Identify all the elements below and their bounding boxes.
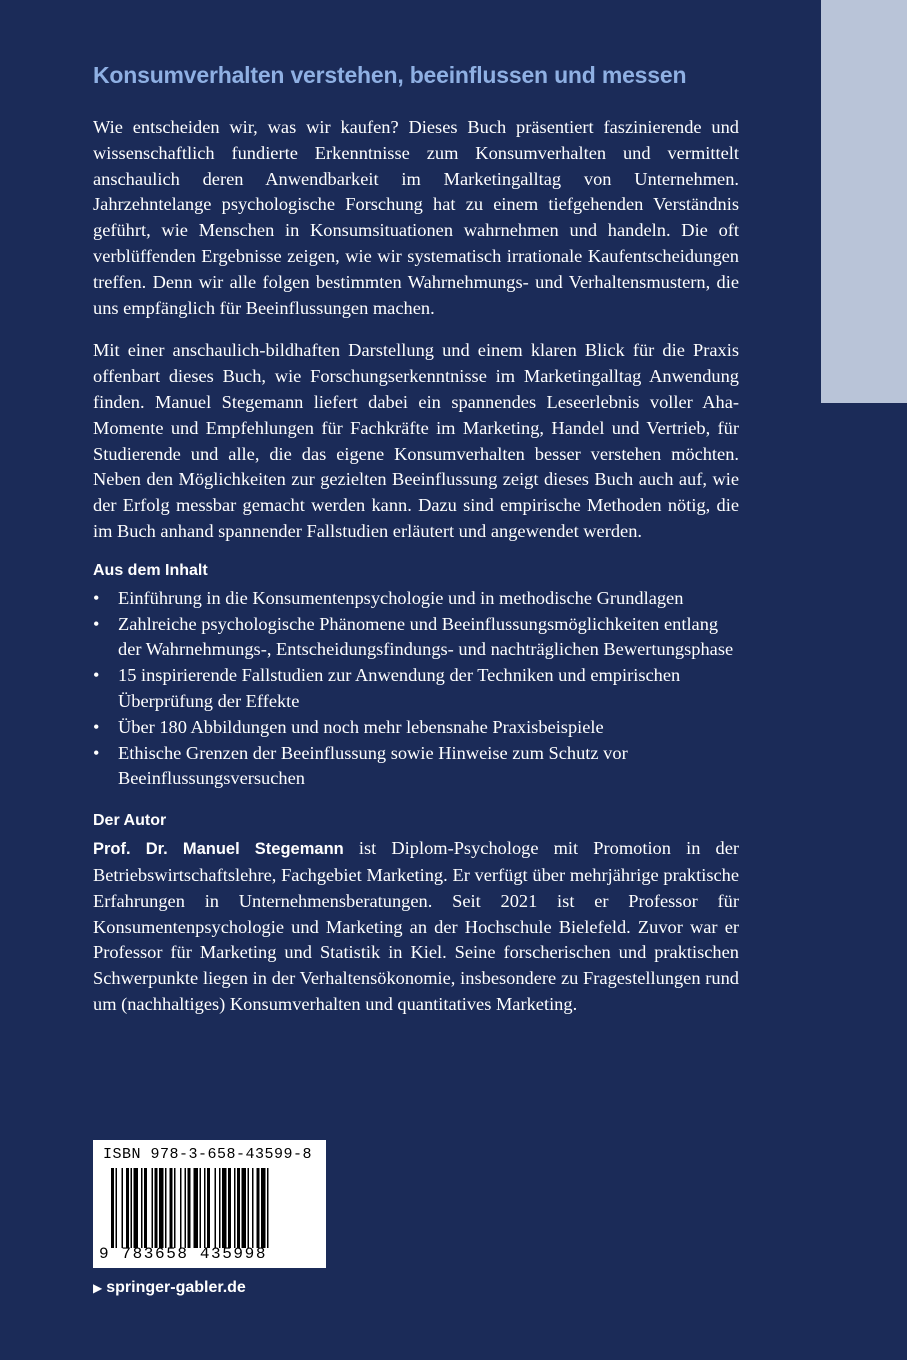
barcode-bar xyxy=(122,1168,124,1248)
bullet-icon: • xyxy=(93,665,100,686)
blurb-paragraph-1: Wie entscheiden wir, was wir kaufen? Dieses Buch präsentiert faszinierende und wissenschaftlich fundierte Erkenntnisse zum Konsumverhalten und vermittelt anschaulich deren Anwendbarkeit im Marketingalltag von Unternehmen. Jahrzehntelange psychologische Forschung hat zu einem tiefgehenden Verständnis geführt, wie Menschen in Konsumsituationen wahrnehmen und handeln. Die oft verblüffenden Ergebnisse zeigen, wie wir systematisch irrationale Kaufentscheidungen treffen. Denn wir alle folgen bestimmten Wahrnehmungs- und Verhaltensmustern, die uns empfänglich für Beeinflussungen machen. xyxy=(93,117,739,318)
barcode-bar xyxy=(170,1168,173,1248)
list-item: • Zahlreiche psychologische Phänomene und Beeinflussungsmöglichkeiten entlang der Wahrnehmungs-, Entscheidungsfindungs- und nachträglichen Bewertungsphase xyxy=(93,613,734,660)
author-heading: Der Autor xyxy=(93,812,167,830)
barcode-bar xyxy=(134,1168,139,1248)
contents-heading: Aus dem Inhalt xyxy=(93,561,208,579)
barcode-bar xyxy=(242,1168,247,1248)
list-item: • Über 180 Abbildungen und noch mehr lebensnahe Praxisbeispiele xyxy=(93,715,739,741)
barcode-bar xyxy=(252,1168,254,1248)
barcode-bar xyxy=(261,1168,266,1248)
isbn-barcode xyxy=(93,1140,326,1268)
list-item: • Einführung in die Konsumentenpsychologie und in methodische Grundlagen xyxy=(93,586,739,612)
author-name: Prof. Dr. Manuel Stegemann xyxy=(93,840,344,859)
publisher-url[interactable]: springer-gabler.de xyxy=(106,1279,246,1296)
barcode-bar xyxy=(141,1168,143,1248)
barcode-bar xyxy=(194,1168,199,1248)
barcode-bar xyxy=(174,1168,176,1248)
play-arrow-icon: ▶ xyxy=(93,1281,103,1295)
barcode-bar xyxy=(180,1168,182,1248)
isbn-number: ISBN 978-3-658-43599-8 xyxy=(103,1146,313,1163)
publisher-link[interactable] xyxy=(93,1279,246,1297)
bullet-icon: • xyxy=(93,587,100,608)
barcode-bar xyxy=(188,1168,191,1248)
bullet-icon: • xyxy=(93,613,100,634)
author-bio xyxy=(93,836,739,1018)
barcode-bar xyxy=(219,1168,221,1248)
barcode-bar xyxy=(131,1168,133,1248)
barcode-bar xyxy=(200,1168,202,1248)
barcode-bar xyxy=(204,1168,206,1248)
barcode-bar xyxy=(237,1168,240,1248)
bullet-icon: • xyxy=(93,742,100,763)
barcode-bar xyxy=(165,1168,167,1248)
list-item: • 15 inspirierende Fallstudien zur Anwendung der Techniken und empirischen Überprüfung der Effekte xyxy=(93,665,681,711)
barcode-bar xyxy=(257,1168,260,1248)
barcode-bar xyxy=(222,1168,227,1248)
barcode-bar xyxy=(159,1168,164,1248)
barcode-bar xyxy=(248,1168,250,1248)
barcode-bar xyxy=(215,1168,217,1248)
bullet-icon: • xyxy=(93,716,100,737)
barcode-bar xyxy=(207,1168,210,1248)
barcode-bar xyxy=(185,1168,187,1248)
contents-list xyxy=(93,586,739,792)
barcode-bar xyxy=(144,1168,147,1248)
blurb-paragraph-2: Mit einer anschaulich-bildhaften Darstellung und einem klaren Blick für die Praxis offenbart dieses Buch, wie Forschungserkenntnisse im Marketingalltag Anwendung finden. Manuel Stegemann liefert dabei ein spannendes Leseerlebnis voller Aha-Momente und Empfehlungen für Fachkräfte im Marketing, Handel und Vertrieb, für Studierende und alle, die das eigene Konsumverhalten besser verstehen möchten. Neben den Möglichkeiten zur gezielten Beeinflussung zeigt dieses Buch auch auf, wie der Erfolg messbar gemacht werden kann. Dazu sind empirische Methoden nötig, die im Buch anhand spannender Fallstudien erläutert und angewendet werden. xyxy=(93,340,739,541)
barcode-bar xyxy=(234,1168,236,1248)
back-cover-content xyxy=(93,62,739,1035)
barcode-bar xyxy=(267,1168,269,1248)
barcode-bar xyxy=(155,1168,158,1248)
barcode-icon xyxy=(111,1168,315,1248)
book-title: Konsumverhalten verstehen, beeinflussen und messen xyxy=(93,62,687,88)
list-item: • Ethische Grenzen der Beeinflussung sowie Hinweise zum Schutz vor Beeinflussungsversuchen xyxy=(93,742,628,789)
barcode-bar xyxy=(228,1168,231,1248)
barcode-bar xyxy=(126,1168,129,1248)
barcode-digits: 9 783658 435998 xyxy=(99,1245,268,1263)
barcode-bar xyxy=(152,1168,154,1248)
cover-side-stripe xyxy=(821,0,907,403)
barcode-bar xyxy=(111,1168,114,1248)
author-bio-text: ist Diplom-Psychologe mit Promotion in der Betriebswirtschaftslehre, Fachgebiet Marketing. Er verfügt über mehrjährige praktische Erfahrungen in Unternehmensberatungen. Seit 2021 ist er Professor für Konsumentenpsychologie und Marketing an der Hochschule Bielefeld. Zuvor war er Professor für Marketing und Statistik in Kiel. Seine forscherischen und praktischen Schwerpunkte liegen in der Verhaltensökonomie, insbesondere zu Fragestellungen rund um (nachhaltiges) Konsumverhalten und quantitatives Marketing. xyxy=(93,838,739,1014)
barcode-bar xyxy=(116,1168,118,1248)
